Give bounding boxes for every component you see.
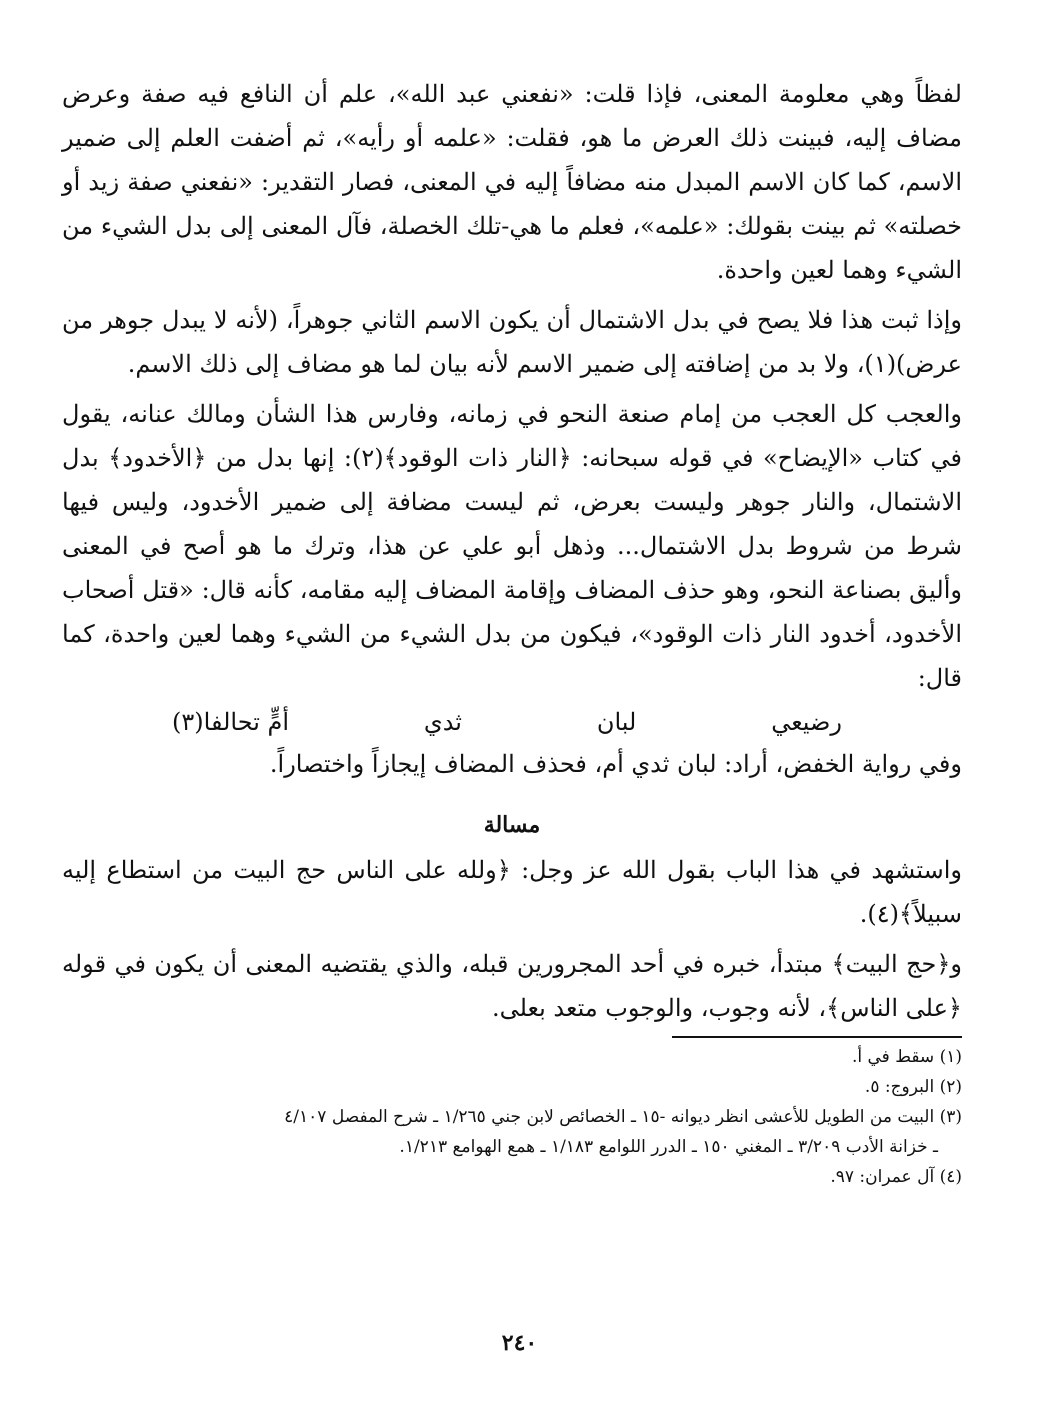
footnote-1: (١) سقط في أ.	[851, 1047, 962, 1067]
poetry-verse	[62, 702, 962, 742]
paragraph-1: لفظاً وهي معلومة المعنى، فإذا قلت: «نفعني عبد الله»، علم أن النافع فيه صفة وعرض مضاف إليه، فبينت ذلك العرض ما هو، فقلت: «علمه أو رأيه»، ثم أضفت العلم إلى ضمير الاسم، كما كان الاسم المبدل منه مضافاً إليه في المعنى، فصار التقدير: «نفعني صفة زيد أو خصلته» ثم بينت بقولك: «علمه»، فعلم ما هي-تلك الخصلة، فآل المعنى إلى بدل الشيء من الشيء وهما لعين واحدة.	[62, 80, 962, 284]
footnote-separator	[672, 1036, 962, 1038]
section-heading: مسالة	[483, 812, 541, 838]
footnote-3-continued: ـ خزانة الأدب ٣/٢٠٩ ـ المغني ١٥٠ ـ الدرر اللوامع ١/١٨٣ ـ همع الهوامع ١/٢١٣.	[399, 1137, 938, 1157]
footnote-2: (٢) البروج: ٥.	[864, 1077, 962, 1097]
paragraph-4: وفي رواية الخفض، أراد: لبان ثدي أم، فحذف المضاف إيجازاً واختصاراً.	[269, 750, 962, 778]
verse-word: لبان	[596, 708, 637, 736]
footnotes	[62, 1042, 962, 1192]
paragraph-5: واستشهد في هذا الباب بقول الله عز وجل: ﴿ولله على الناس حج البيت من استطاع إليه سبيلاً﴾(٤).	[62, 856, 962, 928]
footnote-3: (٣) البيت من الطويل للأعشى انظر ديوانه -١٥ ـ الخصائص لابن جني ١/٢٦٥ ـ شرح المفصل ٤/١٠٧	[284, 1107, 962, 1127]
verse-word: رضيعي	[771, 708, 842, 736]
verse-word: أمٍّ تحالفا(٣)	[172, 708, 290, 736]
footnote-4: (٤) آل عمران: ٩٧.	[830, 1167, 962, 1187]
page-body	[62, 72, 962, 1192]
page-number: ٢٤٠	[501, 1330, 538, 1356]
paragraph-6: و﴿حج البيت﴾ مبتدأ، خبره في أحد المجرورين قبله، والذي يقتضيه المعنى أن يكون في قوله ﴿على الناس﴾، لأنه وجوب، والوجوب متعد بعلى.	[62, 950, 962, 1022]
verse-word: ثدي	[423, 708, 462, 736]
paragraph-2: وإذا ثبت هذا فلا يصح في بدل الاشتمال أن يكون الاسم الثاني جوهراً، (لأنه لا يبدل جوهر من عرض)(١)، ولا بد من إضافته إلى ضمير الاسم لأنه بيان لما هو مضاف إلى ذلك الاسم.	[62, 306, 962, 378]
paragraph-3: والعجب كل العجب من إمام صنعة النحو في زمانه، وفارس هذا الشأن ومالك عنانه، يقول في كتاب «الإيضاح» في قوله سبحانه: ﴿النار ذات الوقود﴾(٢): إنها بدل من ﴿الأخدود﴾ بدل الاشتمال، والنار جوهر وليست بعرض، ثم ليست مضافة إلى ضمير الأخدود، وليس فيها شرط من شروط بدل الاشتمال... وذهل أبو علي عن هذا، وترك ما هو أصح في المعنى وأليق بصناعة النحو، وهو حذف المضاف وإقامة المضاف إليه مقامه، كأنه قال: «قتل أصحاب الأخدود، أخدود النار ذات الوقود»، فيكون من بدل الشيء من الشيء وهما لعين واحدة، كما قال:	[62, 400, 963, 692]
